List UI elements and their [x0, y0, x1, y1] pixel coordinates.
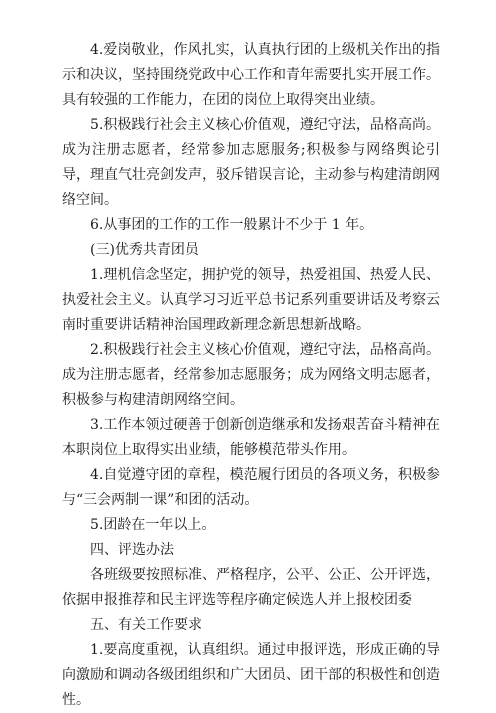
paragraph-officer-criterion-5: 5.积极践行社会主义核心价值观，遵纪守法，品格高尚。成为注册志愿者，经常参加志愿服务;积极参与网络舆论引导，理直气壮亮剑发声，驳斥错误言论，主动参与构建清朗网络空间。: [62, 117, 440, 208]
document-body: [62, 38, 440, 713]
paragraph-member-criterion-1: 1.理机信念坚定，拥护党的领导，热爱祖国、热爱人民、执爱社会主义。认真学习习近平总书记系列重要讲话及考察云南时重要讲话精神治国理政新理念新思想新战略。: [62, 267, 440, 333]
paragraph-member-criterion-5: 5.团龄在一年以上。: [90, 517, 216, 533]
section-heading-outstanding-member: (三)优秀共青团员: [90, 242, 199, 258]
paragraph-officer-criterion-6: 6.从事团的工作的工作一般累计不少于 1 年。: [90, 217, 374, 233]
section-heading-selection-method: 四、评选办法: [90, 542, 174, 558]
paragraph-officer-criterion-4: 4.爱岗敬业，作风扎实，认真执行团的上级机关作出的指示和决议，坚持围绕党政中心工作和青年需要扎实开展工作。具有较强的工作能力，在团的岗位上取得突出业绩。: [62, 42, 440, 108]
section-heading-work-requirements: 五、有关工作要求: [90, 617, 202, 633]
paragraph-member-criterion-2: 2.积极践行社会主义核心价值观，遵纪守法，品格高尚。成为注册志愿者，经常参加志愿服务；成为网络文明志愿者，积极参与构建清朗网络空间。: [62, 342, 440, 408]
paragraph-work-requirement-1: 1.要高度重视，认真组织。通过申报评选，形成正确的导向激励和调动各级团组织和广大团员、团干部的积极性和创造性。: [62, 642, 440, 708]
paragraph-member-criterion-3: 3.工作本领过硬善于创新创造继承和发扬艰苦奋斗精神在本职岗位上取得实出业绩，能够模范带头作用。: [62, 417, 440, 458]
paragraph-member-criterion-4: 4.自觉遵守团的章程，模范履行团员的各项义务，积极参与“三会两制一课”和团的活动。: [62, 467, 440, 508]
paragraph-selection-method: 各班级要按照标准、严格程序，公平、公正、公开评选，依据申报推荐和民主评选等程序确定候选人并上报校团委: [62, 567, 440, 608]
